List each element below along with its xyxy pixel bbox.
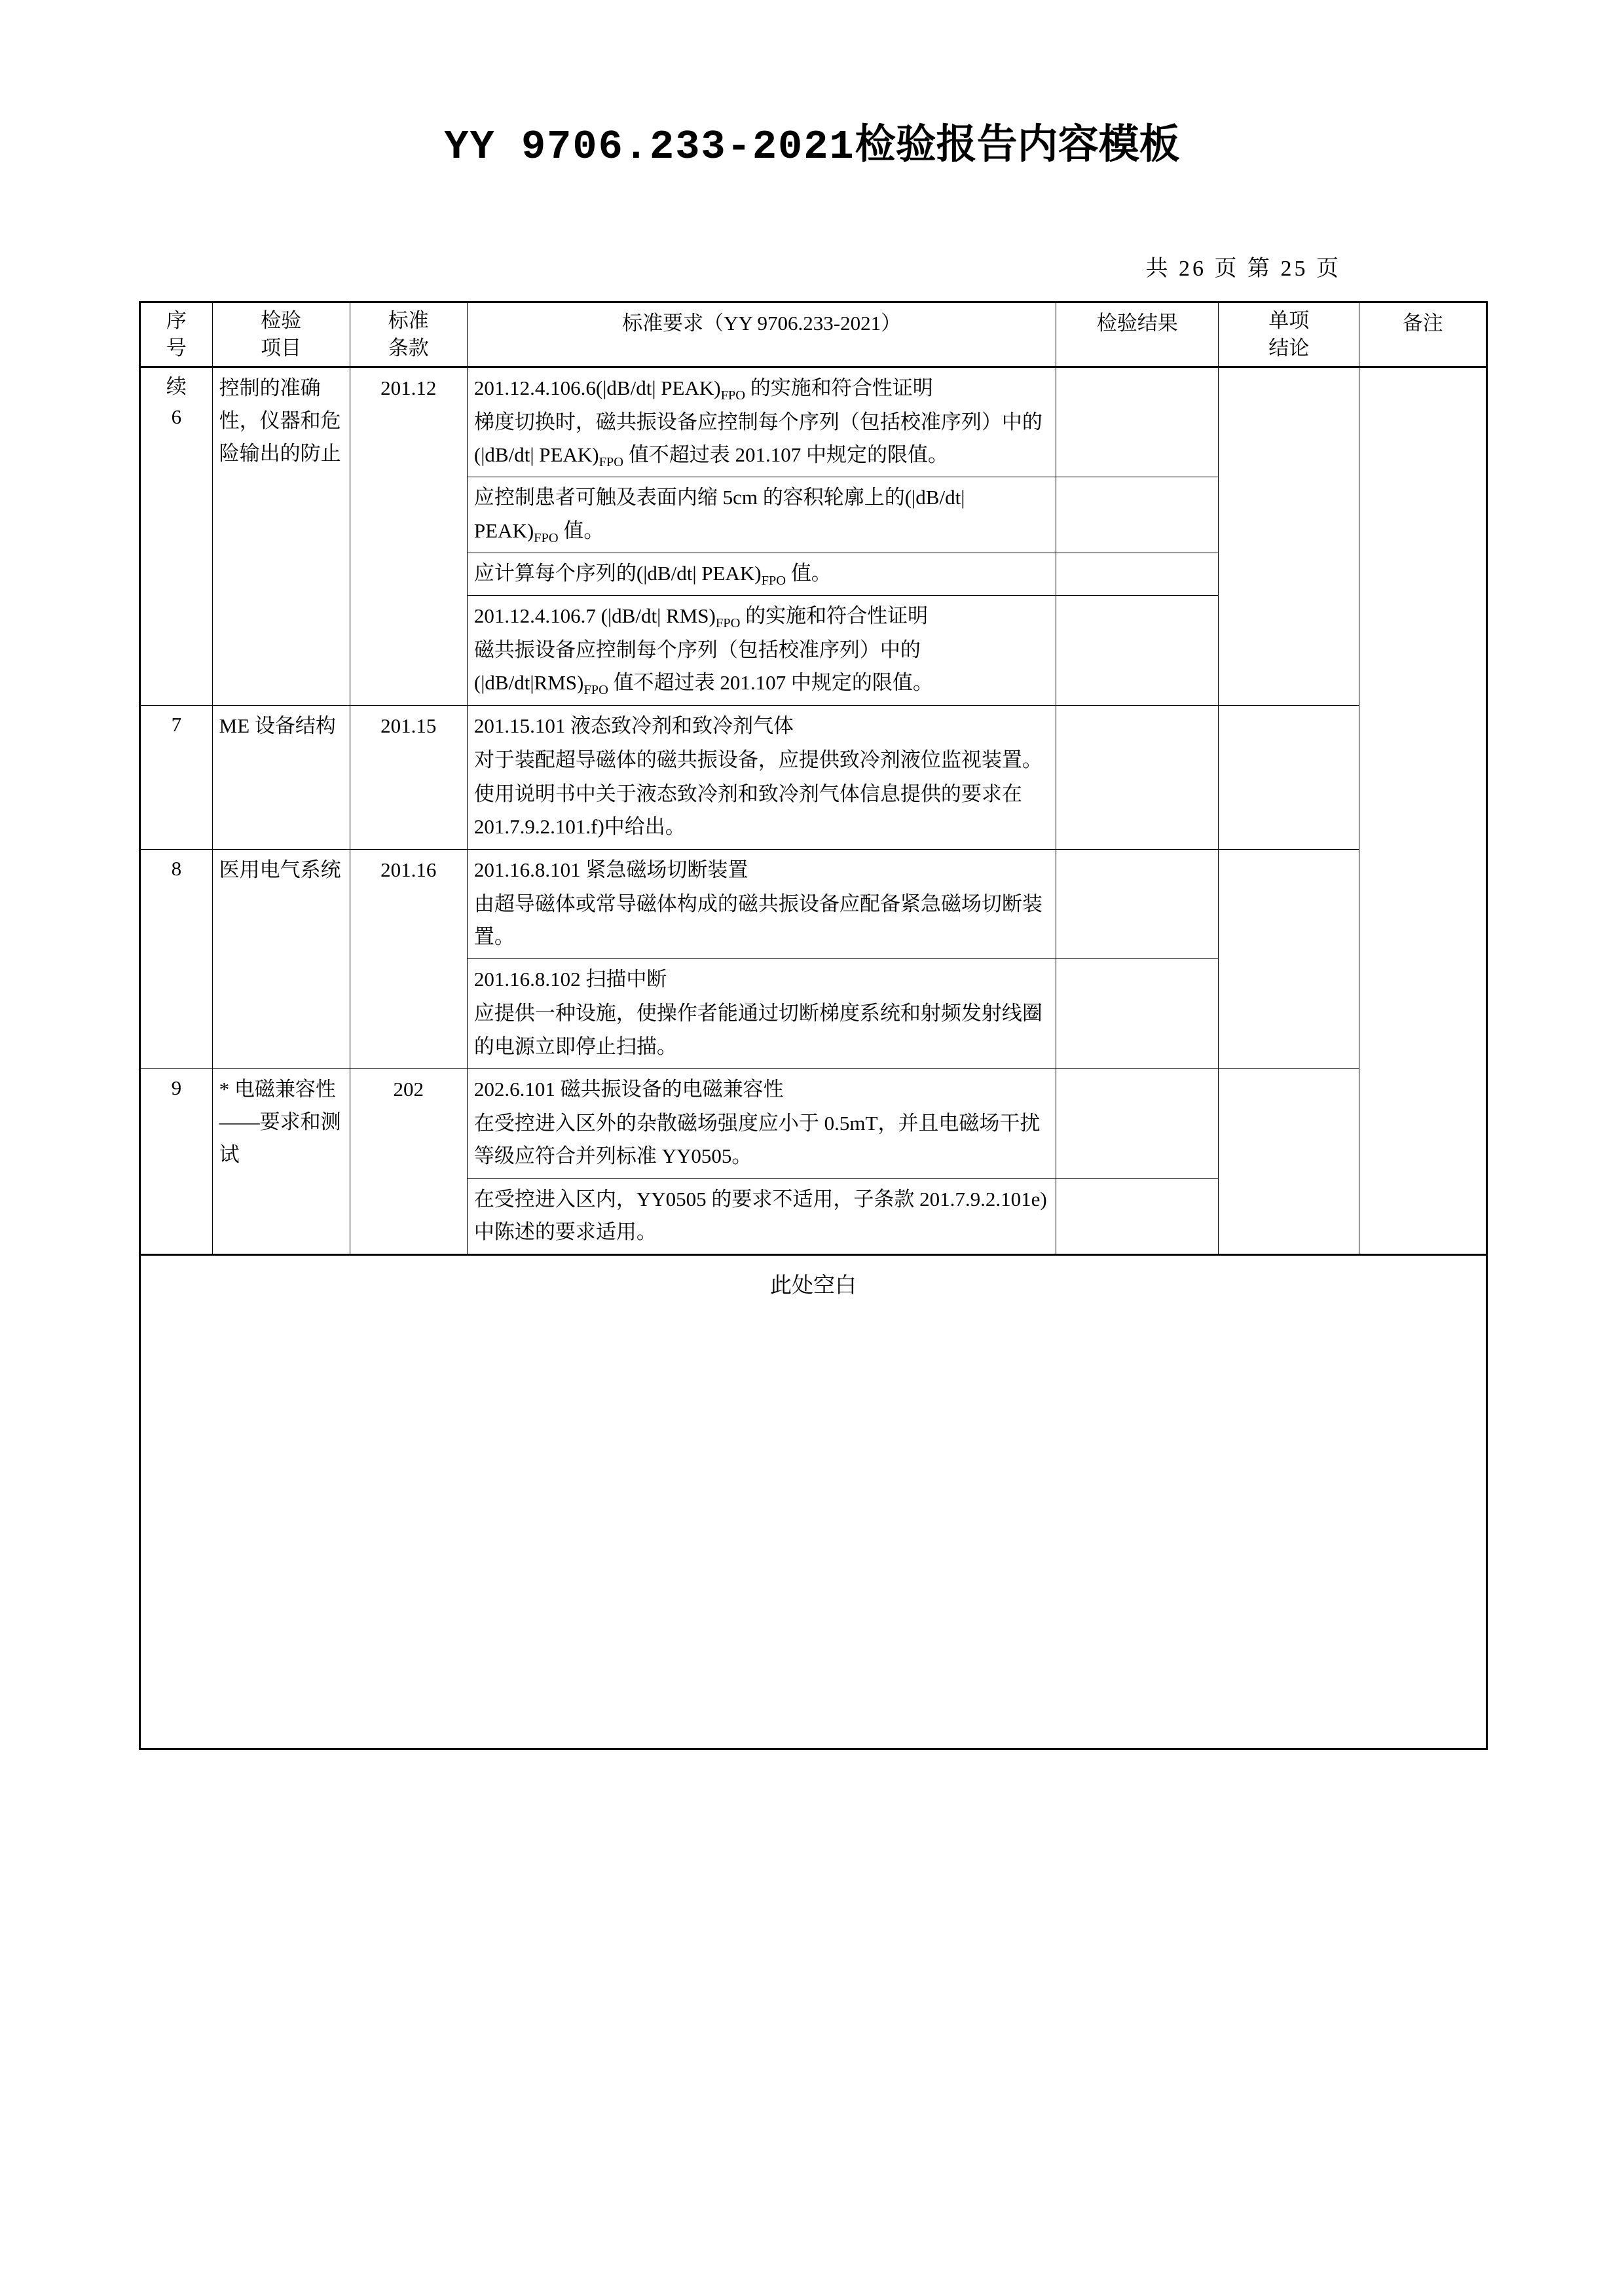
cell-inspection-item: 医用电气系统 [212, 849, 350, 1068]
column-header-result: 检验结果 [1056, 302, 1219, 367]
cell-single-conclusion[interactable] [1219, 849, 1359, 1068]
cell-standard-requirement: 201.12.4.106.6(|dB/dt| $PEAK)_{FPO}$ 的实施和符合性证明 梯度切换时，磁共振设备应控制每个序列（包括校准序列）中的(|dB/dt| $PEAK)_{FPO}$ 值不超过表 201.107 中规定的限值。 [467, 367, 1056, 477]
cell-standard-clause: 201.12 [350, 367, 467, 705]
table-row [140, 367, 1487, 477]
cell-inspection-result[interactable] [1056, 1068, 1219, 1178]
header-row [140, 302, 1487, 367]
cell-sequence: 续 6 [140, 367, 213, 705]
column-header-remark: 备注 [1359, 302, 1487, 367]
cell-inspection-result[interactable] [1056, 596, 1219, 706]
cell-sequence: 8 [140, 849, 213, 1068]
cell-standard-requirement: 应控制患者可触及表面内缩 5cm 的容积轮廓上的(|dB/dt| $PEAK)_{FPO}$ 值。 [467, 477, 1056, 553]
page-counter: 共 26 页 第 25 页 [1145, 257, 1341, 281]
column-header-requirement: 标准要求（YY 9706.233-2021） [467, 302, 1056, 367]
cell-standard-requirement: 在受控进入区内，YY0505 的要求不适用，子条款 201.7.9.2.101e)中陈述的要求适用。 [467, 1178, 1056, 1254]
blank-area-cell [140, 1254, 1487, 1749]
table-row [140, 849, 1487, 959]
column-header-item: 检验 项目 [212, 302, 350, 367]
table-header [140, 302, 1487, 367]
cell-standard-requirement: 应计算每个序列的(|dB/dt| $PEAK)_{FPO}$ 值。 [467, 553, 1056, 595]
column-header-sequence: 序 号 [140, 302, 213, 367]
cell-standard-requirement: 201.16.8.102 扫描中断 应提供一种设施，使操作者能通过切断梯度系统和射频发射线圈的电源立即停止扫描。 [467, 959, 1056, 1069]
table-body [140, 367, 1487, 1749]
cell-inspection-result[interactable] [1056, 959, 1219, 1069]
cell-inspection-item: ME 设备结构 [212, 705, 350, 849]
cell-standard-requirement: 201.16.8.101 紧急磁场切断装置 由超导磁体或常导磁体构成的磁共振设备应配备紧急磁场切断装置。 [467, 849, 1056, 959]
cell-sequence: 9 [140, 1068, 213, 1254]
cell-sequence: 7 [140, 705, 213, 849]
cell-single-conclusion[interactable] [1219, 367, 1359, 705]
cell-standard-clause: 201.16 [350, 849, 467, 1068]
cell-standard-clause: 201.15 [350, 705, 467, 849]
cell-inspection-result[interactable] [1056, 477, 1219, 553]
cell-inspection-result[interactable] [1056, 553, 1219, 595]
blank-area-row [140, 1254, 1487, 1749]
column-header-clause: 标准 条款 [350, 302, 467, 367]
cell-inspection-result[interactable] [1056, 849, 1219, 959]
table-row [140, 1068, 1487, 1178]
cell-standard-requirement: 201.15.101 液态致冷剂和致冷剂气体 对于装配超导磁体的磁共振设备，应提供致冷剂液位监视装置。 使用说明书中关于液态致冷剂和致冷剂气体信息提供的要求在 201.7.9.2.101.f)中给出。 [467, 705, 1056, 849]
cell-single-conclusion[interactable] [1219, 705, 1359, 849]
cell-inspection-item: 控制的准确性，仪器和危险输出的防止 [212, 367, 350, 705]
blank-note-text: 此处空白 [770, 1273, 857, 1298]
cell-inspection-result[interactable] [1056, 705, 1219, 849]
title-chinese: 检验报告内容模板 [855, 122, 1180, 167]
cell-remark[interactable] [1359, 367, 1487, 1254]
title-standard-code: YY 9706.233-2021 [444, 124, 855, 170]
cell-inspection-result[interactable] [1056, 367, 1219, 477]
page-title [0, 111, 1624, 170]
cell-single-conclusion[interactable] [1219, 1068, 1359, 1254]
column-header-conclusion: 单项 结论 [1219, 302, 1359, 367]
cell-standard-clause: 202 [350, 1068, 467, 1254]
cell-standard-requirement: 202.6.101 磁共振设备的电磁兼容性 在受控进入区外的杂散磁场强度应小于 0.5mT，并且电磁场干扰等级应符合并列标准 YY0505。 [467, 1068, 1056, 1178]
cell-standard-requirement: 201.12.4.106.7 (|dB/dt| $RMS)_{FPO}$ 的实施和符合性证明 磁共振设备应控制每个序列（包括校准序列）中的$(|dB/dt|RMS)_{FPO}$ 值不超过表 201.107 中规定的限值。 [467, 596, 1056, 706]
cell-inspection-result[interactable] [1056, 1178, 1219, 1254]
table-row [140, 705, 1487, 849]
inspection-report-table [139, 301, 1488, 1750]
cell-inspection-item: * 电磁兼容性——要求和测试 [212, 1068, 350, 1254]
